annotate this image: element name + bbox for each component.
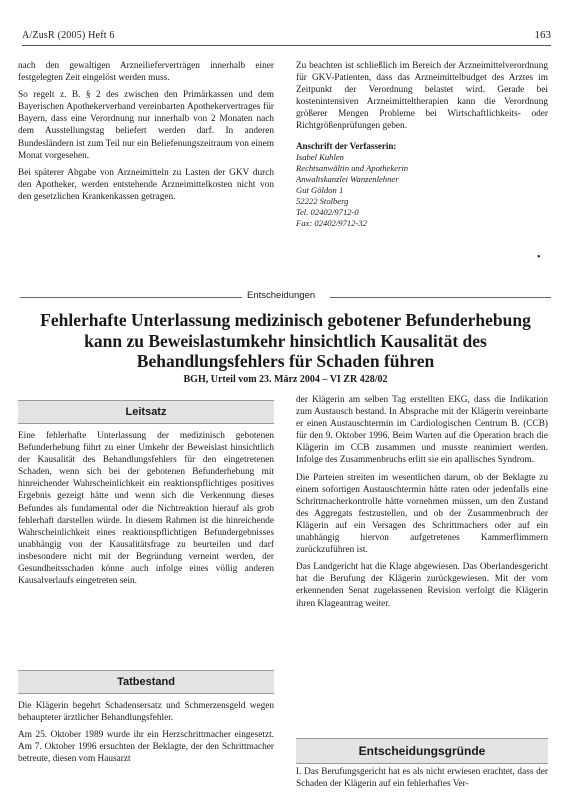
paragraph: I. Das Berufungsgericht hat es als nicht erwiesen erachtet, dass der Schaden der Klägerin auf ein fehlerhaftes Ver- <box>296 767 548 790</box>
paragraph: Eine fehlerhafte Unterlassung der medizinisch gebotenen Befunderhebung führt zu einer Umkehr der Beweislast hinsichtlich der Kausalität des Behandlungsfehlers für den eingetretenen Schaden, wenn sich bei der gebotenen Befunderhebung mit hinreichender Wahrscheinlichkeit ein reaktionspflichtiges positives Ergebnis gezeigt hätte und wenn sich die Verkennung dieses Befundes als fundamental oder die Nichtreaktion hierauf als grob fehlerhaft darstellen würde. In diesem Rahmen ist die hinreichende Wahrscheinlichkeit eines reaktionspflichtigen Befundergebnisses unabhängig von der Kausalitätsfrage zu beurteilen und darf insbesondere nicht mit der Begründung verneint werden, der Gesundheitsschaden könne auch infolge eines völlig anderen Kausalverlaufs eingetreten sein. <box>18 431 274 587</box>
right-body-column <box>296 394 548 615</box>
court-citation: BGH, Urteil vom 23. März 2004 – VI ZR 428/02 <box>183 374 388 385</box>
article-title: Fehlerhafte Unterlassung medizinisch gebotener Befunderhebung kann zu Beweislastumkehr hinsichtlich Kausalität des Behandlungsfehlers für Schaden führen <box>40 310 531 371</box>
address-line: Gut Göldon 1 <box>296 184 344 195</box>
address-line: Tel. 02402/9712-0 <box>296 206 359 217</box>
top-right-column <box>296 60 548 229</box>
section-rule-right <box>330 297 551 298</box>
paragraph: nach den gewaltigen Arzneilieferverträgen innerhalb einer festgelegten Zeit eingelöst werden muss. <box>18 61 274 84</box>
paragraph: der Klägerin am selben Tag erstellten EKG, dass die Indikation zum Austausch bestand. In Absprache mit der Klägerin vereinbarte er einen Austauschtermin im Cardiologischen Centrum B. (CCB) für den 9. Oktober 1996. Beim Warten auf die Operation brach die Klägerin im CCB zusammen und musste reanimiert werden. Infolge des Zusammenbruchs erlitt sie ein apallisches Syndrom. <box>296 395 548 466</box>
entscheidungsgruende-heading: Entscheidungsgründe <box>296 738 548 764</box>
address-line: Rechtsanwältin und Apothekerin <box>296 162 409 173</box>
paragraph: So regelt z. B. § 2 des zwischen den Primärkassen und dem Bayerischen Apothekerverband vereinbarten Apothekervertrages für Bayern, dass eine Verordnung nur innerhalb von 2 Monaten nach dem Ausstellungstag beliefert werden darf. In anderen Bundesländern ist zum Teil nur ein Beliefenungszeitraum von einem Monat vorgesehen. <box>18 90 274 161</box>
address-line: Isabel Kuhlen <box>296 151 344 162</box>
address-line: Anwaltskanzlei Wanzenlehner <box>296 173 399 184</box>
entscheidungsgruende-text <box>296 766 548 795</box>
paragraph: Die Parteien streiten im wesentlichen darum, ob der Beklagte zu einem sofortigen Austauschtermin hätte raten oder jedenfalls eine Schrittmacherkontrolle hätte vornehmen müssen, um den Zustand des Aggregats festzustellen, und ob der Zusammenbruch der Klägerin auf ein Versagen des Schrittmachers oder auf ein unabhängig hiervon aufgetretenes Kammerflimmern zurückzuführen ist. <box>296 472 548 556</box>
page-number: 163 <box>534 29 551 41</box>
leitsatz-text <box>18 430 274 592</box>
paragraph: Bei späterer Abgabe von Arzneimitteln zu Lasten der GKV durch den Apotheker, werden entstehende Arzneimittelkosten nicht von den gesetzlichen Krankenkassen getragen. <box>18 167 274 202</box>
paragraph: Zu beachten ist schließlich im Bereich der Arzneimittelverordnung für GKV-Patienten, dass das Arzneimittelbudget des Arztes im Zeitpunkt der Verordnung belastet wird. Gerade bei kostenintensiven Arzneimitteltherapien kann die Verordnung größerer Mengen Probleme bei Wirtschaftlichkeits- oder Richtgrößenprüfungen geben. <box>296 61 548 132</box>
top-left-column <box>18 60 274 208</box>
paragraph: Das Landgericht hat die Klage abgewiesen. Das Oberlandesgericht hat die Berufung der Klägerin zurückgewiesen. Mit der vom erkennenden Senat zugelassenen Revision verfolgt die Klägerin ihren Klageantrag weiter. <box>296 562 548 609</box>
header-rule <box>22 45 551 46</box>
tatbestand-heading: Tatbestand <box>18 670 274 694</box>
paragraph: Am 25. Oktober 1989 wurde ihr ein Herzschrittmacher eingesetzt. Am 7. Oktober 1996 ersuchten der Beklagte, der den Schrittmacher betreute, diesen vom Hausarzt <box>18 730 274 765</box>
section-rule-left <box>20 297 242 298</box>
leitsatz-heading: Leitsatz <box>18 400 274 424</box>
paragraph: Die Klägerin begehrt Schadensersatz und Schmerzensgeld wegen behaupteter ärztlicher Behandlungsfehler. <box>18 701 274 724</box>
author-address <box>296 141 548 229</box>
address-heading: Anschrift der Verfasserin: <box>296 140 397 151</box>
journal-header: A/ZusR (2005) Heft 6 <box>22 30 115 41</box>
address-line: Fax: 02402/9712-32 <box>296 217 367 228</box>
bullet-mark: • <box>537 252 541 263</box>
section-label: Entscheidungen <box>247 290 316 301</box>
address-line: 52222 Stolberg <box>296 195 349 206</box>
tatbestand-text <box>18 700 274 770</box>
